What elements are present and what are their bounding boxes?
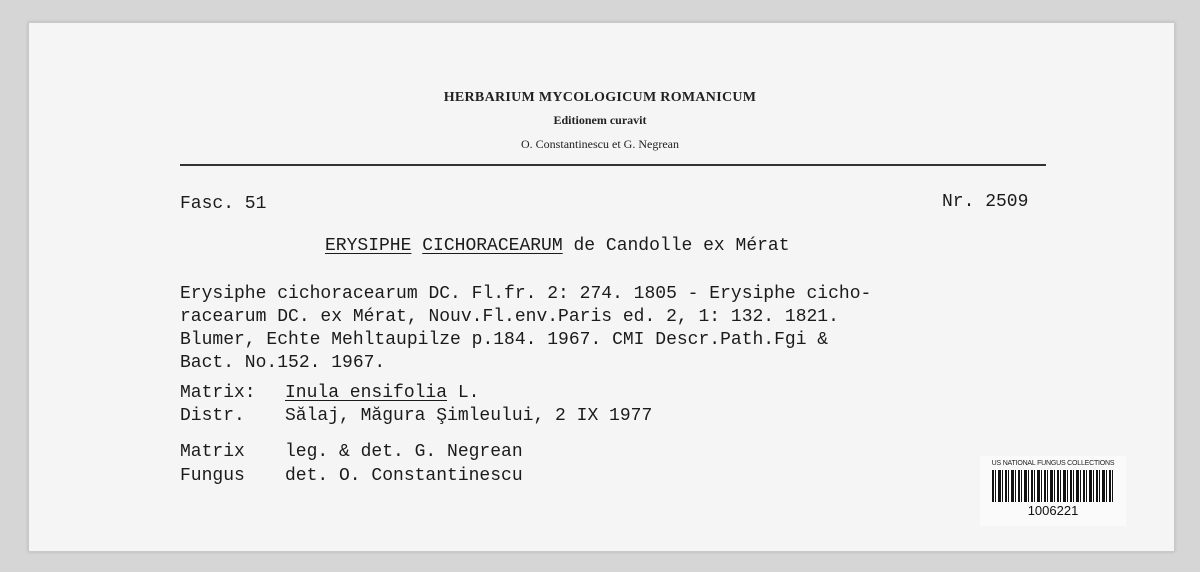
- distribution-label: Distr.: [180, 406, 245, 426]
- determiner-label: Fungus: [180, 466, 245, 486]
- exsiccata-number: Nr. 2509: [942, 192, 1029, 212]
- barcode-icon: [992, 470, 1114, 502]
- barcode-label: [980, 456, 1126, 526]
- matrix-label: Matrix:: [180, 383, 256, 403]
- matrix-host-author: L.: [457, 383, 480, 403]
- matrix-host-name: Inula ensifolia: [285, 383, 448, 403]
- species-name: [325, 235, 790, 257]
- barcode-institution: US NATIONAL FUNGUS COLLECTIONS: [991, 460, 1115, 467]
- collector-label: Matrix: [180, 442, 245, 462]
- herbarium-subtitle: Editionem curavit: [553, 113, 647, 127]
- citation-line: Bact. No.152. 1967.: [180, 353, 386, 373]
- species-authority: de Candolle ex Mérat: [573, 236, 790, 256]
- species-epithet: CICHORACEARUM: [422, 236, 563, 256]
- citation-line: racearum DC. ex Mérat, Nouv.Fl.env.Paris ed. 2, 1: 132. 1821.: [180, 307, 839, 327]
- distribution-value: Sălaj, Măgura Şimleului, 2 IX 1977: [285, 406, 653, 426]
- header-divider: [180, 164, 1046, 166]
- determiner-value: det. O. Constantinescu: [285, 466, 523, 486]
- citation-line: Erysiphe cichoracearum DC. Fl.fr. 2: 274. 1805 - Erysiphe cicho-: [180, 284, 872, 304]
- matrix-host: [285, 382, 479, 404]
- herbarium-editors: O. Constantinescu et G. Negrean: [521, 137, 679, 151]
- citation-line: Blumer, Echte Mehltaupilze p.184. 1967. CMI Descr.Path.Fgi &: [180, 330, 829, 350]
- fascicle-number: Fasc. 51: [180, 194, 267, 214]
- collector-value: leg. & det. G. Negrean: [285, 442, 523, 462]
- species-genus: ERYSIPHE: [325, 236, 412, 256]
- barcode-number: 1006221: [1027, 503, 1079, 518]
- herbarium-title: HERBARIUM MYCOLOGICUM ROMANICUM: [443, 90, 757, 105]
